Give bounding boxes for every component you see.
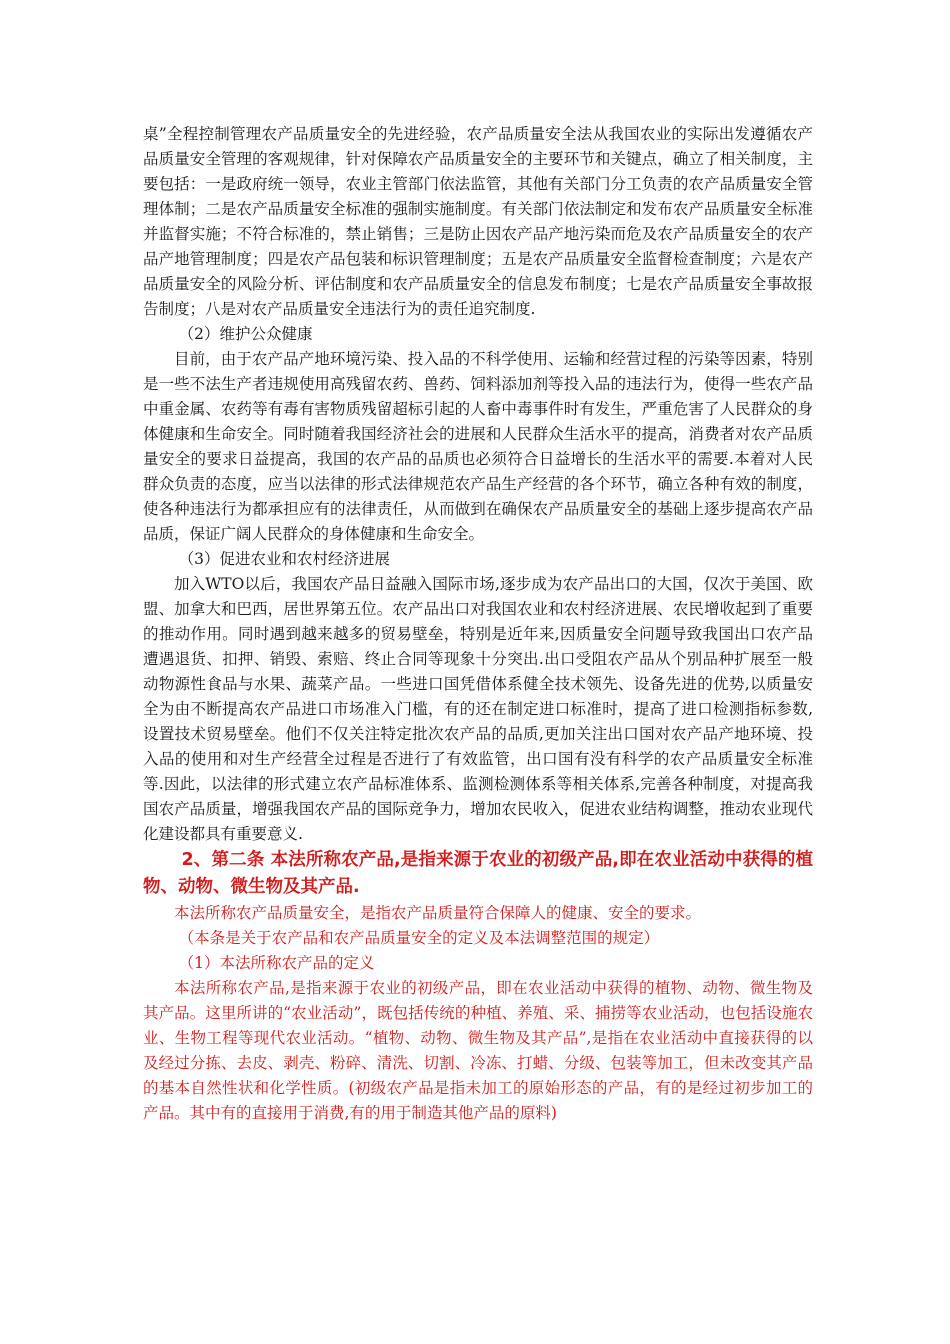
paragraph-rural-economy: 加入WTO以后，我国农产品日益融入国际市场,逐步成为农产品出口的大国，仅次于美国、欧盟、加拿大和巴西，居世界第五位。农产品出口对我国农业和农村经济进展、农民增收起到了重要的推动作用。同时遇到越来越多的贸易壁垒，特别是近年来,因质量安全问题导致我国出口农产品遭遇退货、扣押、销毁、索赔、终止合同等现象十分突出.出口受阻农产品从个别品种扩展至一般动物源性食品与水果、蔬菜产品。一些进口国凭借体系健全技术领先、设备先进的优势,以质量安全为由不断提高农产品进口市场准入门槛，有的还在制定进口标准时，提高了进口检测指标参数,设置技术贸易壁垒。他们不仅关注特定批次农产品的品质,更加关注出口国对农产品产地环境、投入品的使用和对生产经营全过程是否进行了有效监管，出口国有没有科学的农产品质量安全标准等.因此，以法律的形式建立农产品标准体系、监测检测体系等相关体系,完善各种制度，对提高我国农产品质量，增强我国农产品的国际竞争力，增加农民收入，促进农业结构调整，推动农业现代化建设都具有重要意义. <box>143 575 813 843</box>
paragraph-public-health: 目前，由于农产品产地环境污染、投入品的不科学使用、运输和经营过程的污染等因素，特别是一些不法生产者违规使用高残留农药、兽药、饲料添加剂等投入品的违法行为，使得一些农产品中重金属、农药等有毒有害物质残留超标引起的人畜中毒事件时有发生，严重危害了人民群众的身体健康和生命安全。同时随着我国经济社会的进展和人民群众生活水平的提高，消费者对农产品质量安全的要求日益提高，我国的农产品的品质也必须符合日益增长的生活水平的需要.本着对人民群众负责的态度，应当以法律的形式法律规范农产品生产经营的各个环节，确立各种有效的制度，使各种违法行为都承担应有的法律责任，从而做到在确保农产品质量安全的基础上逐步提高农产品品质，保证广阔人民群众的身体健康和生命安全。 <box>143 350 813 543</box>
note-article-scope: （本条是关于农产品和农产品质量安全的定义及本法调整范围的规定） <box>178 929 660 947</box>
document-body <box>143 122 813 1126</box>
paragraph-quality-safety-definition: 本法所称农产品质量安全，是指农产品质量符合保障人的健康、安全的要求。 <box>174 904 702 922</box>
article-two-heading: 2、第二条 本法所称农产品,是指来源于农业的初级产品,即在农业活动中获得的植物、动物、微生物及其产品. <box>143 850 813 897</box>
paragraph-management-systems: 桌”全程控制管理农产品质量安全的先进经验，农产品质量安全法从我国农业的实际出发遵循农产品质量安全管理的客观规律，针对保障农产品质量安全的主要环节和关键点，确立了相关制度，主要包括：一是政府统一领导，农业主管部门依法监管，其他有关部门分工负责的农产品质量安全管理体制；二是农产品质量安全标准的强制实施制度。有关部门依法制定和发布农产品质量安全标准并监督实施；不符合标准的，禁止销售；三是防止因农产品产地污染而危及农产品质量安全的农产品产地管理制度；四是农产品包装和标识管理制度；五是农产品质量安全监督检查制度；六是农产品质量安全的风险分析、评估制度和农产品质量安全的信息发布制度；七是农产品质量安全事故报告制度；八是对农产品质量安全违法行为的责任追究制度. <box>143 125 813 318</box>
paragraph-product-definition: 本法所称农产品,是指来源于农业的初级产品，即在农业活动中获得的植物、动物、微生物及其产品。这里所讲的“农业活动”，既包括传统的种植、养殖、采、捕捞等农业活动，也包括设施农业、生物工程等现代农业活动。“植物、动物、微生物及其产品”,是指在农业活动中直接获得的以及经过分拣、去皮、剥壳、粉碎、清洗、切割、冷冻、打蜡、分级、包装等加工，但未改变其产品的基本自然性状和化学性质。(初级农产品是指未加工的原始形态的产品，有的是经过初步加工的产品。其中有的直接用于消费,有的用于制造其他产品的原料) <box>143 979 813 1122</box>
heading-rural-economy: （3）促进农业和农村经济进展 <box>178 550 391 568</box>
heading-product-definition: （1）本法所称农产品的定义 <box>178 954 375 972</box>
heading-public-health: （2）维护公众健康 <box>178 325 313 343</box>
